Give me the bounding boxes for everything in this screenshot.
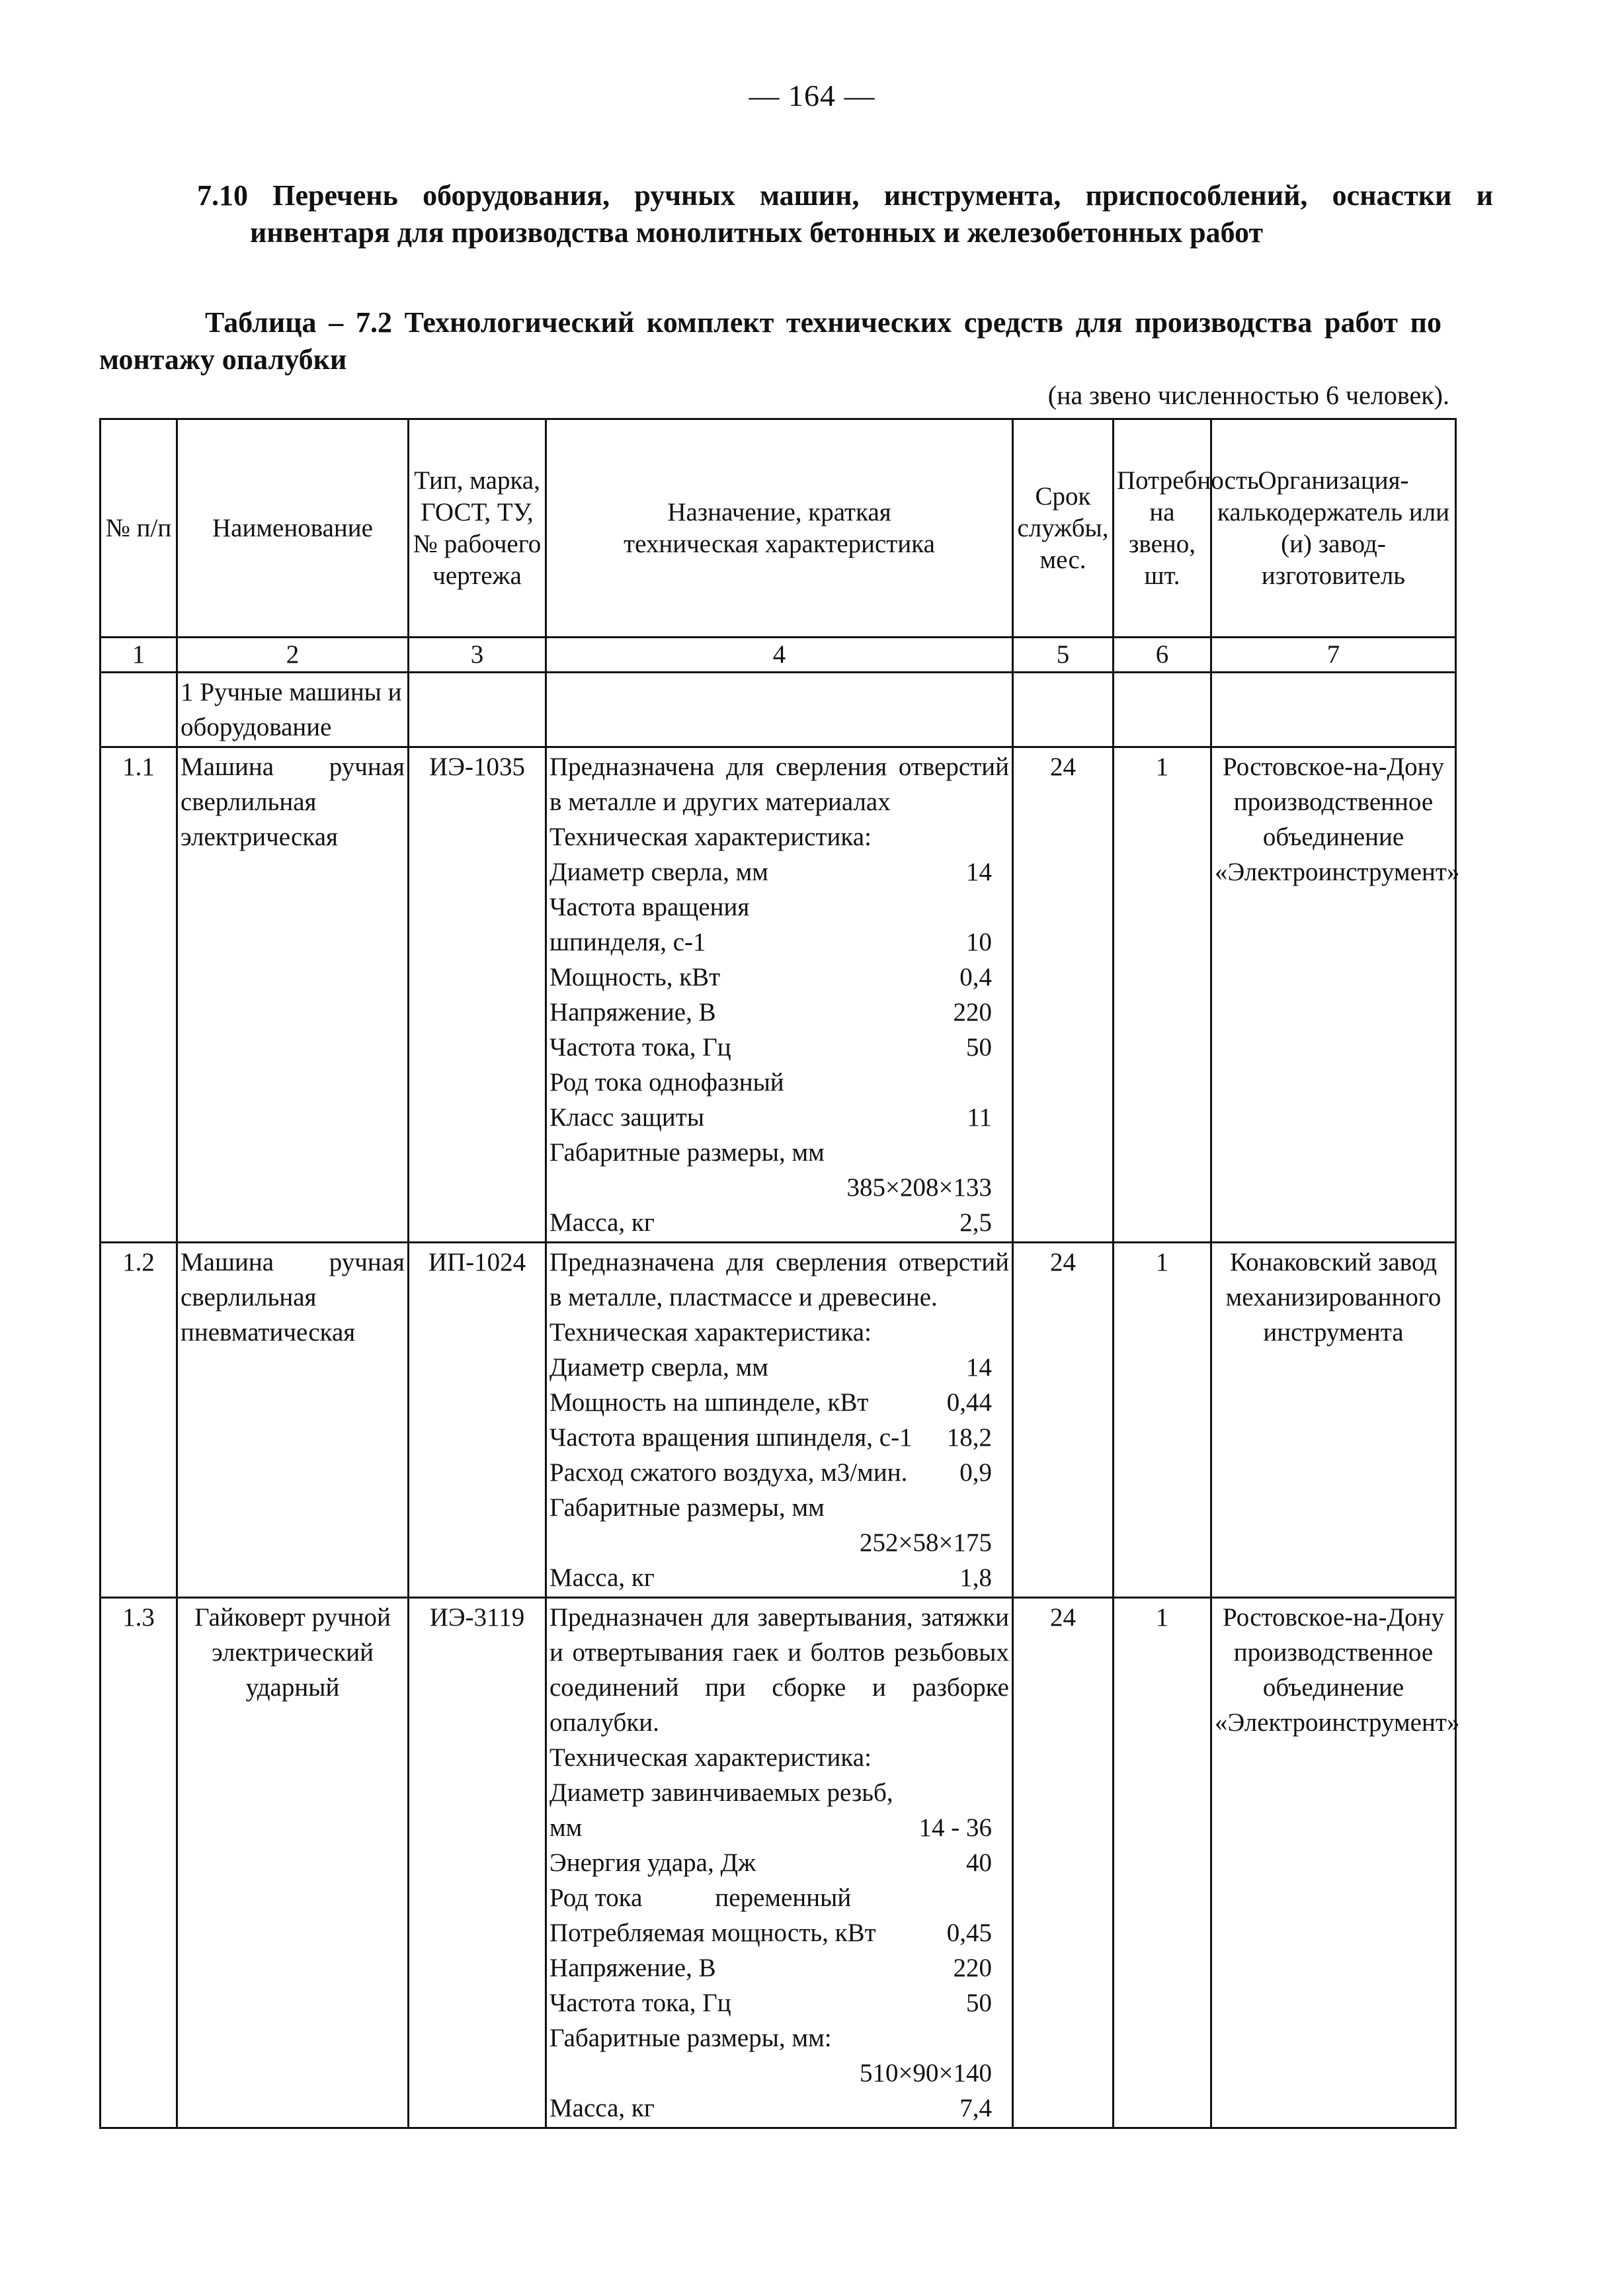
header-type: Тип, марка, ГОСТ, ТУ, № рабочего чертежа [409,419,546,638]
spec-value: 2,5 [959,1208,992,1237]
spec-label: Напряжение, В [549,1954,716,1982]
spec-line [549,1880,1009,1915]
table-row [101,673,1456,747]
equipment-type: ИП-1024 [409,1243,546,1598]
page-number: — 164 — [749,79,875,112]
spec-line [549,1560,1009,1595]
table-caption: Таблица – 7.2 Технологический комплект технических средств для производства работ по монтажу опалубки [99,306,1441,376]
service-life: 24 [1013,1598,1114,2128]
column-number: 6 [1114,638,1211,673]
spec-value: 252×58×175 [860,1528,992,1557]
column-number-row [101,638,1456,673]
column-number: 3 [409,638,546,673]
spec-label: Расход сжатого воздуха, м3/мин. [549,1458,908,1487]
spec-line [549,2091,1009,2126]
spec-line [549,1420,1009,1455]
spec-line [549,1845,1009,1880]
spec-line [549,995,1009,1030]
spec-label: Габаритные размеры, мм [549,1493,825,1522]
spec-value: 50 [966,1033,992,1061]
organization: Конаковский завод механизированного инструмента [1211,1243,1456,1598]
equipment-description [546,747,1013,1243]
header-service-life: Срок службы, мес. [1013,419,1114,638]
table-row [101,1598,1456,2128]
spec-value [992,1135,1009,1170]
purpose-text: Предназначена для сверления отверстий в металле, пластмассе и древесине. [549,1248,1009,1311]
equipment-name: Гайковерт ручной электрический ударный [177,1598,409,2128]
spec-value: 14 [966,1353,992,1382]
spec-label: Род тока однофазный [549,1068,784,1097]
section-heading: 7.10 Перечень оборудования, ручных машин, инструмента, приспособлений, оснастки и инвентаря для производства монолитных бетонных и железобетонных работ [197,179,1493,249]
spec-label: Масса, кг [549,2094,655,2122]
spec-line [549,1455,1009,1490]
equipment-description [546,1243,1013,1598]
spec-value [992,2020,1009,2056]
column-number: 4 [546,638,1013,673]
spec-value: 0,9 [959,1458,992,1487]
header-name: Наименование [177,419,409,638]
spec-line [549,1915,1009,1950]
spec-value [992,1065,1009,1100]
row-number: 1.1 [101,747,177,1243]
spec-label: Частота тока, Гц [549,1033,731,1061]
spec-label: Род тока [549,1884,643,1912]
equipment-type: ИЭ-1035 [409,747,546,1243]
spec-value: 11 [967,1103,992,1132]
spec-line [549,1490,1009,1525]
table-row [101,1243,1456,1598]
spec-label: Частота вращения [549,893,750,921]
spec-line [549,925,1009,960]
quantity: 1 [1114,1243,1211,1598]
spec-value: 220 [953,998,992,1026]
header-number: № п/п [101,419,177,638]
spec-label: Габаритные размеры, мм [549,1138,825,1167]
spec-value: 510×90×140 [860,2059,992,2087]
row-number: 1.3 [101,1598,177,2128]
spec-line [549,2020,1009,2056]
spec-line [549,1170,1009,1205]
spec-value: 220 [953,1954,992,1982]
spec-line [549,1205,1009,1240]
equipment-name: Машина ручная сверлильная электрическая [177,747,409,1243]
column-number: 2 [177,638,409,673]
organization: Ростовское-на-Дону производственное объединение «Электроинструмент» [1211,1598,1456,2128]
equipment-type: ИЭ-3119 [409,1598,546,2128]
purpose-text: Предназначена для сверления отверстий в металле и других материалах [549,753,1009,816]
spec-line [549,1350,1009,1385]
spec-value: переменный [715,1884,852,1912]
spec-title: Техническая характеристика: [549,823,872,851]
spec-line [549,1985,1009,2020]
spec-value [992,890,1009,925]
spec-line [549,854,1009,890]
spec-label: Диаметр завинчиваемых резьб, [549,1778,893,1807]
service-life: 24 [1013,1243,1114,1598]
equipment-name: Машина ручная сверлильная пневматическая [177,1243,409,1598]
organization: Ростовское-на-Дону производственное объединение «Электроинструмент» [1211,747,1456,1243]
equipment-description [546,1598,1013,2128]
spec-label: шпинделя, с-1 [549,928,706,956]
spec-title: Техническая характеристика: [549,1318,872,1347]
spec-line [549,1775,1009,1810]
spec-value [992,1775,1009,1810]
table-note: (на звено численностью 6 человек). [1047,380,1449,410]
spec-line [549,1065,1009,1100]
spec-line [549,1525,1009,1560]
spec-label: Частота тока, Гц [549,1989,731,2017]
group-title: 1 Ручные машины и оборудование [177,673,409,747]
spec-label: Энергия удара, Дж [549,1849,756,1877]
quantity: 1 [1114,1598,1211,2128]
spec-value: 1,8 [959,1563,992,1592]
header-quantity: Потребность на звено, шт. [1114,419,1211,638]
spec-label: Потребляемая мощность, кВт [549,1919,876,1947]
spec-label: Класс защиты [549,1103,705,1132]
table-header-row [101,419,1456,638]
spec-value: 385×208×133 [846,1173,992,1202]
spec-line [549,1385,1009,1420]
spec-line [549,1100,1009,1135]
spec-value [992,1490,1009,1525]
spec-label: Масса, кг [549,1563,655,1592]
table-row [101,747,1456,1243]
spec-value: 10 [966,928,992,956]
spec-label: Диаметр сверла, мм [549,858,768,886]
spec-line [549,1810,1009,1845]
spec-label: Мощность, кВт [549,963,721,991]
purpose-text: Предназначен для завертывания, затяжки и отвертывания гаек и болтов резьбовых соединений при сборке и разборке опалубки. [549,1603,1009,1737]
column-number: 7 [1211,638,1456,673]
spec-line [549,1135,1009,1170]
spec-label: Диаметр сверла, мм [549,1353,768,1382]
spec-value: 0,45 [946,1919,992,1947]
column-number: 5 [1013,638,1114,673]
column-number: 1 [101,638,177,673]
spec-label: мм [549,1813,583,1842]
spec-value: 50 [966,1989,992,2017]
spec-line [549,1950,1009,1985]
spec-value: 18,2 [946,1423,992,1452]
spec-line [549,1030,1009,1065]
spec-label: Частота вращения шпинделя, с-1 [549,1423,913,1452]
spec-value: 7,4 [959,2094,992,2122]
header-organization: Организация-калькодержатель или (и) завод-изготовитель [1211,419,1456,638]
spec-label: Мощность на шпинделе, кВт [549,1388,869,1417]
spec-value: 14 - 36 [918,1813,992,1842]
spec-value: 0,44 [946,1388,992,1417]
spec-line [549,960,1009,995]
row-number: 1.2 [101,1243,177,1598]
spec-label: Габаритные размеры, мм: [549,2024,832,2052]
equipment-table [99,418,1460,2129]
service-life: 24 [1013,747,1114,1243]
spec-line [549,890,1009,925]
header-purpose: Назначение, краткая техническая характеристика [546,419,1013,638]
quantity: 1 [1114,747,1211,1243]
spec-line [549,2056,1009,2091]
spec-value: 14 [966,858,992,886]
spec-value: 40 [966,1849,992,1877]
spec-label: Напряжение, В [549,998,716,1026]
spec-title: Техническая характеристика: [549,1743,872,1772]
spec-label: Масса, кг [549,1208,655,1237]
spec-value: 0,4 [959,963,992,991]
